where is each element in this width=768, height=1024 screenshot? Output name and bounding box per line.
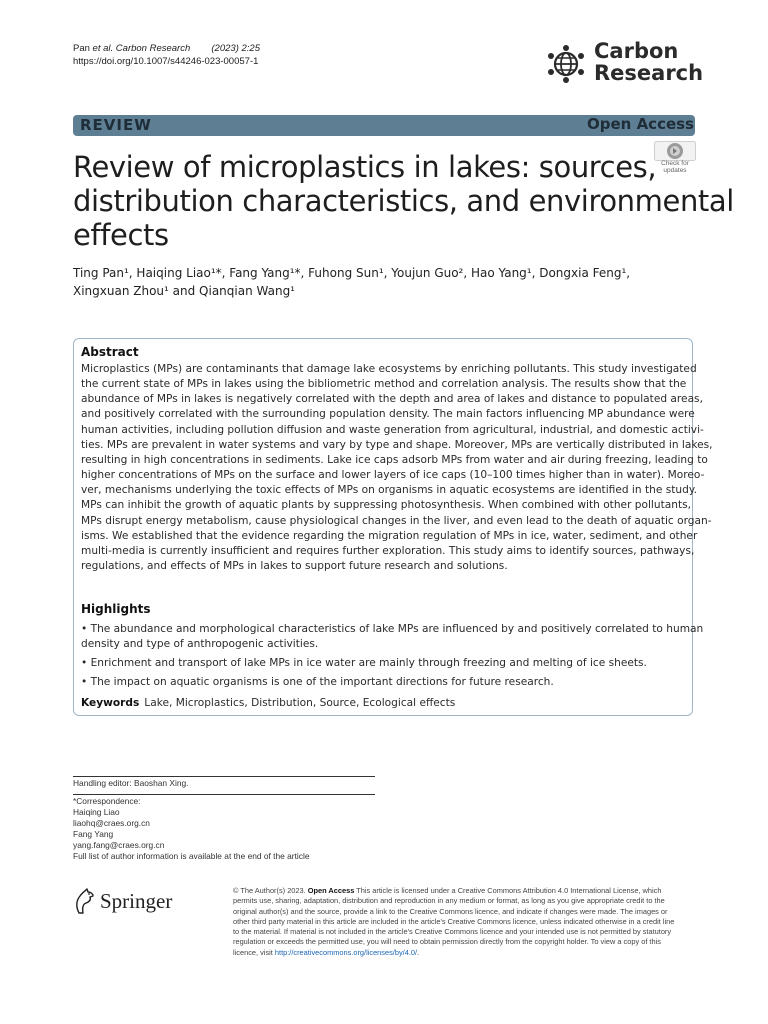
- check-updates-line2: updates: [663, 167, 687, 174]
- journal-logo-text: [594, 40, 703, 84]
- doi-link[interactable]: https://doi.org/10.1007/s44246-023-00057-1: [73, 56, 259, 67]
- license-text: [233, 886, 693, 958]
- open-access-bold: Open Access: [307, 886, 355, 895]
- open-access-label: Open Access: [587, 115, 694, 133]
- license-line: regulation or exceeds the permitted use, you will need to obtain permission directly from the copyright holder. To view a copy of this: [233, 937, 661, 947]
- handling-editor: Handling editor: Baoshan Xing.: [73, 778, 189, 788]
- footnote-divider: [73, 776, 375, 777]
- article-type-label: REVIEW: [80, 116, 152, 134]
- highlights-list: [81, 622, 704, 691]
- license-line: licence, visit: [233, 947, 273, 957]
- abstract-line: ver, mechanisms underlying the toxic effects of MPs on organisms in aquatic ecosystems are identified in the study.: [81, 484, 697, 497]
- footnote-divider: [73, 794, 375, 795]
- year-volume: (2023) 2:25: [211, 43, 260, 54]
- logo-line-carbon: Carbon: [594, 39, 679, 63]
- author-list: [73, 264, 693, 300]
- springer-horse-icon: [73, 887, 97, 915]
- abstract-line: ties. MPs are prevalent in water systems and vary by type and shape. Moreover, MPs are vertically distributed in lakes,: [81, 438, 713, 451]
- abstract-line: abundance of MPs in lakes is negatively correlated with the depth and area of lakes and distance to populated areas,: [81, 393, 703, 406]
- author-info-note: Full list of author information is available at the end of the article: [73, 851, 310, 861]
- license-period: .: [417, 947, 420, 957]
- abstract-heading: Abstract: [81, 345, 139, 359]
- license-line: original author(s) and the source, provide a link to the Creative Commons licence, and indicate if changes were made. The images or: [233, 906, 668, 916]
- title-line: distribution characteristics, and environmental: [73, 184, 734, 218]
- journal-name: Carbon Research: [115, 43, 191, 54]
- author-line: Xingxuan Zhou¹ and Qianqian Wang¹: [73, 284, 295, 298]
- correspondence-label: *Correspondence:: [73, 796, 141, 806]
- check-updates-line1: Check for: [661, 160, 689, 167]
- license-line: to the material. If material is not included in the article's Creative Commons licence and your intended use is not permitted by statutory: [233, 927, 672, 937]
- license-line: other third party material in this article are included in the article's Creative Commons licence, unless indicated otherwise in a credit line: [233, 916, 675, 926]
- license-link[interactable]: http://creativecommons.org/licenses/by/4.0/: [274, 947, 418, 957]
- author-short: Pan: [73, 43, 90, 54]
- abstract-line: resulting in high concentrations in sediments. Lake ice caps adsorb MPs from water and air during freezing, leading to: [81, 453, 708, 466]
- license-line: This article is licensed under a Creative Commons Attribution 4.0 International License, which: [356, 886, 662, 895]
- correspondent-email[interactable]: yang.fang@craes.org.cn: [73, 840, 165, 850]
- abstract-line: the current state of MPs in lakes using the bibliometric method and correlation analysis. The results show that the: [81, 378, 687, 391]
- globe-network-icon: [546, 44, 586, 84]
- logo-line-research: Research: [594, 61, 704, 85]
- highlights-heading: Highlights: [81, 602, 151, 616]
- abstract-line: human activities, including pollution diffusion and waste generation from agricultural, industrial, and domestic activi-: [81, 423, 704, 436]
- abstract-line: regulations, and effects of MPs in lakes to support future research and solutions.: [81, 560, 508, 573]
- license-line: permits use, sharing, adaptation, distribution and reproduction in any medium or format, as long as you give appropriate credit to the: [233, 896, 665, 906]
- abstract-text: [81, 362, 713, 574]
- et-al: et al.: [92, 43, 114, 54]
- title-line: effects: [73, 218, 169, 252]
- keywords: [81, 696, 455, 711]
- correspondence: [73, 796, 310, 862]
- copyright: © The Author(s) 2023.: [233, 886, 306, 895]
- keywords-label: Keywords: [81, 697, 140, 709]
- highlight-item: • Enrichment and transport of lake MPs in ice water are mainly through freezing and melting of ice sheets.: [81, 657, 647, 670]
- correspondent-name: Fang Yang: [73, 829, 114, 839]
- abstract-line: higher concentrations of MPs on the surface and lower layers of ice caps (10–100 times higher than in water). Moreo-: [81, 469, 705, 482]
- author-line: Ting Pan¹, Haiqing Liao¹*, Fang Yang¹*, Fuhong Sun¹, Youjun Guo², Hao Yang¹, Dongxia Feng¹,: [73, 266, 631, 280]
- abstract-line: MPs disrupt energy metabolism, cause physiological changes in the liver, and even lead to the death of aquatic organ-: [81, 514, 712, 527]
- correspondent-email[interactable]: liaohq@craes.org.cn: [73, 818, 150, 828]
- abstract-line: MPs can inhibit the growth of aquatic plants by suppressing photosynthesis. When combined with other pollutants,: [81, 499, 691, 512]
- title-line: Review of microplastics in lakes: sources,: [73, 150, 657, 184]
- correspondent-name: Haiqing Liao: [73, 807, 120, 817]
- abstract-line: multi-media is currently insufficient and requires further exploration. This study aims to identify sources, pathways,: [81, 544, 695, 557]
- highlight-item: • The abundance and morphological characteristics of lake MPs are influenced by and positively correlated to human: [81, 623, 704, 635]
- highlight-item-continued: density and type of anthropogenic activities.: [81, 638, 319, 651]
- highlight-item: • The impact on aquatic organisms is one of the important directions for future research.: [81, 676, 554, 689]
- keywords-text: Lake, Microplastics, Distribution, Source, Ecological effects: [144, 697, 456, 709]
- springer-logo-text: Springer: [100, 889, 173, 913]
- abstract-line: isms. We established that the evidence regarding the migration regulation of MPs in ice, water, sediment, and other: [81, 529, 698, 542]
- article-citation: [73, 42, 260, 68]
- abstract-line: and positively correlated with the surrounding population density. The main factors influencing MP abundance were: [81, 408, 695, 421]
- abstract-line: Microplastics (MPs) are contaminants that damage lake ecosystems by enriching pollutants. This study investigated: [81, 363, 697, 375]
